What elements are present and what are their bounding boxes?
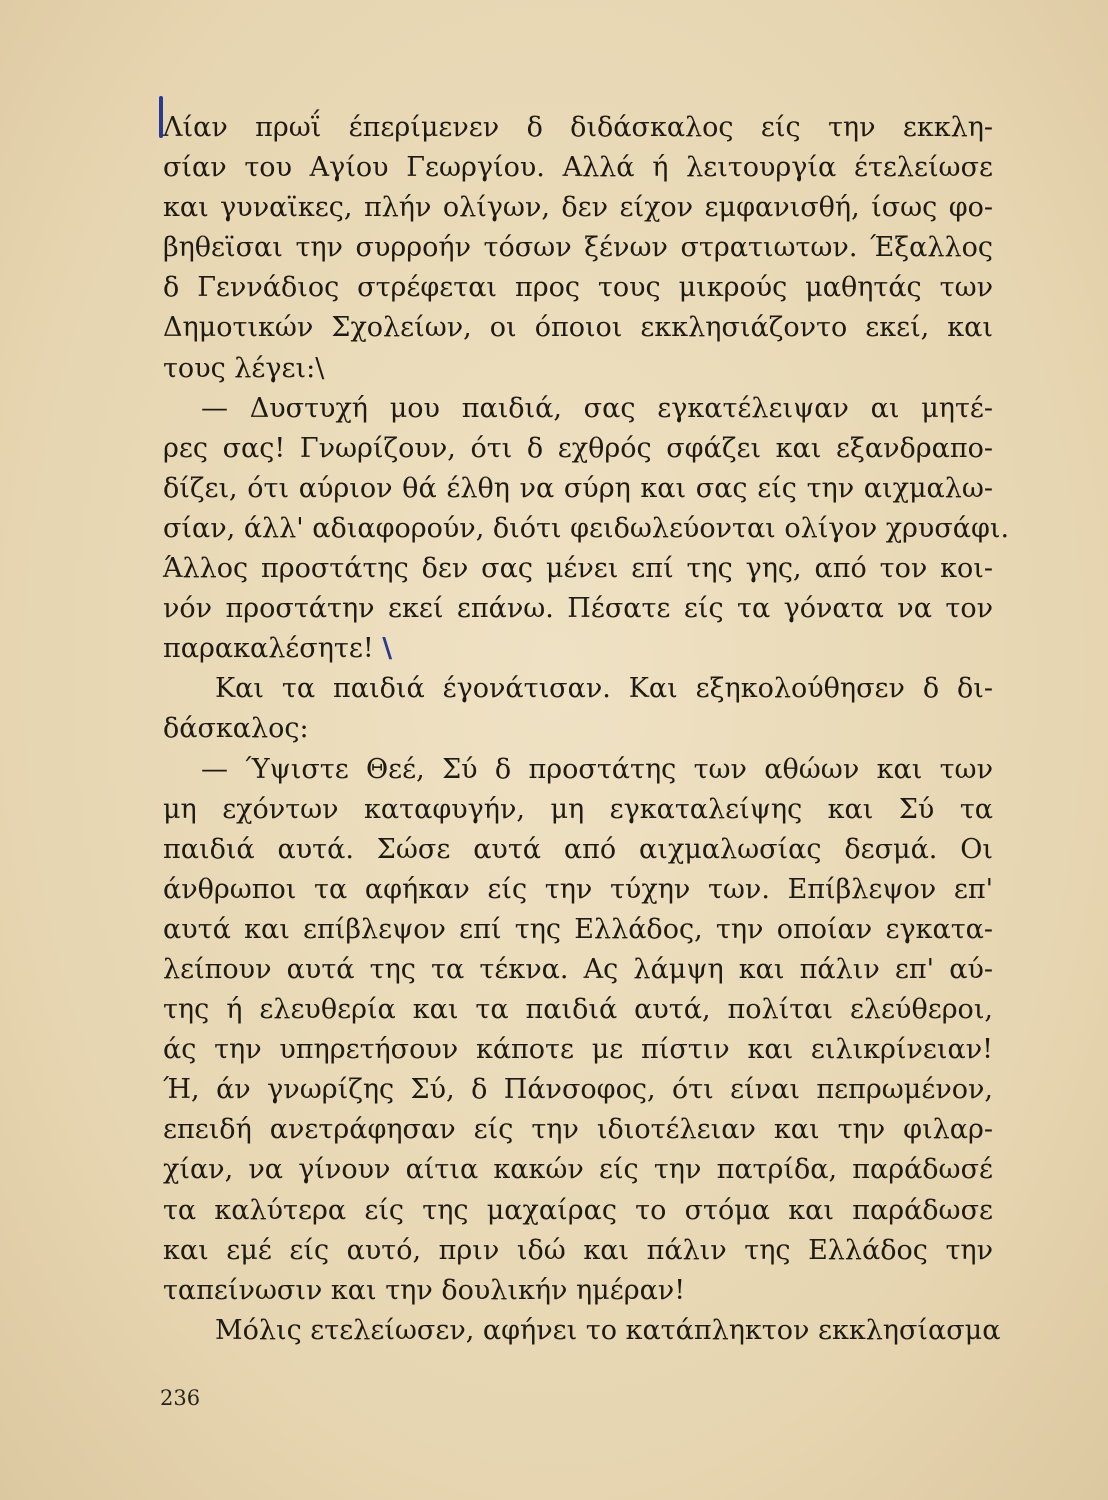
text-line: αυτά και επίβλεψον επί της Ελλάδος, την οποίαν εγκατα-: [163, 913, 993, 945]
text-line: — Δυστυχή μου παιδιά, σας εγκατέλειψαν αι μητέ-: [201, 392, 993, 424]
text-line: τα καλύτερα είς της μαχαίρας το στόμα και παράδωσε: [163, 1194, 993, 1226]
text-line: τους λέγει:\: [163, 352, 325, 384]
text-line: λείπουν αυτά της τα τέκνα. Ας λάμψη και πάλιν επ' αύ-: [163, 953, 993, 985]
text-line: σίαν του Αγίου Γεωργίου. Αλλά ή λειτουργία έτελείωσε: [163, 152, 993, 184]
annotation-mark: \: [382, 633, 393, 665]
text-line: Λίαν πρωΐ έπερίμενεν δ διδάσκαλος είς την εκκλη-: [163, 112, 993, 143]
text-line: άνθρωποι τα αφήκαν είς την τύχην των. Επίβλεψον επ': [163, 873, 993, 905]
text-line: Μόλις ετελείωσεν, αφήνει το κατάπληκτον εκκλησίασμα: [215, 1314, 1001, 1346]
text-line: ρες σας! Γνωρίζουν, ότι δ εχθρός σφάζει και εξανδραπο-: [163, 432, 993, 464]
page-text: [163, 108, 1010, 1351]
text-line: Και τα παιδιά έγονάτισαν. Και εξηκολούθησεν δ δι-: [215, 673, 993, 705]
page-number: 236: [160, 1386, 201, 1410]
text-line: — Ύψιστε Θεέ, Σύ δ προστάτης των αθώων και των: [201, 753, 993, 785]
text-line: Άλλος προστάτης δεν σας μένει επί της γης, από τον κοι-: [163, 553, 993, 585]
text-line: μη εχόντων καταφυγήν, μη εγκαταλείψης και Σύ τα: [163, 793, 993, 825]
text-line: δίζει, ότι αύριον θά έλθη να σύρη και σας είς την αιχμαλω-: [163, 472, 993, 504]
text-line: της ή ελευθερία και τα παιδιά αυτά, πολίται ελεύθεροι,: [163, 994, 993, 1026]
text-line: άς την υπηρετήσουν κάποτε με πίστιν και ειλικρίνειαν!: [163, 1034, 993, 1066]
text-line: βηθεϊσαι την συρροήν τόσων ξένων στρατιωτων. Έξαλλος: [163, 232, 993, 264]
text-line: χίαν, να γίνουν αίτια κακών είς την πατρίδα, παράδωσέ: [163, 1154, 993, 1186]
text-line: παιδιά αυτά. Σώσε αυτά από αιχμαλωσίας δεσμά. Οι: [163, 833, 993, 865]
text-line: και γυναϊκες, πλήν ολίγων, δεν είχον εμφανισθή, ίσως φο-: [163, 192, 993, 224]
text-line: δάσκαλος:: [163, 713, 309, 745]
text-line: επειδή ανετράφησαν είς την ιδιοτέλειαν και την φιλαρ-: [163, 1114, 993, 1146]
text-line: [163, 629, 993, 669]
text-line: Δημοτικών Σχολείων, οι όποιοι εκκλησιάζοντο εκεί, και: [163, 312, 993, 344]
text-line: νόν προστάτην εκεί επάνω. Πέσατε είς τα γόνατα να τον: [163, 593, 993, 625]
text-line: δ Γεννάδιος στρέφεται προς τους μικρούς μαθητάς των: [163, 272, 993, 304]
text-line: και εμέ είς αυτό, πριν ιδώ και πάλιν της Ελλάδος την: [163, 1234, 993, 1266]
text-line-content: παρακαλέσητε!: [163, 633, 374, 665]
text-line: Ή, άν γνωρίζης Σύ, δ Πάνσοφος, ότι είναι πεπρωμένον,: [163, 1074, 993, 1106]
text-line: ταπείνωσιν και την δουλικήν ημέραν!: [163, 1274, 686, 1306]
text-line: σίαν, άλλ' αδιαφορούν, διότι φειδωλεύονται ολίγον χρυσάφι.: [163, 512, 1010, 544]
